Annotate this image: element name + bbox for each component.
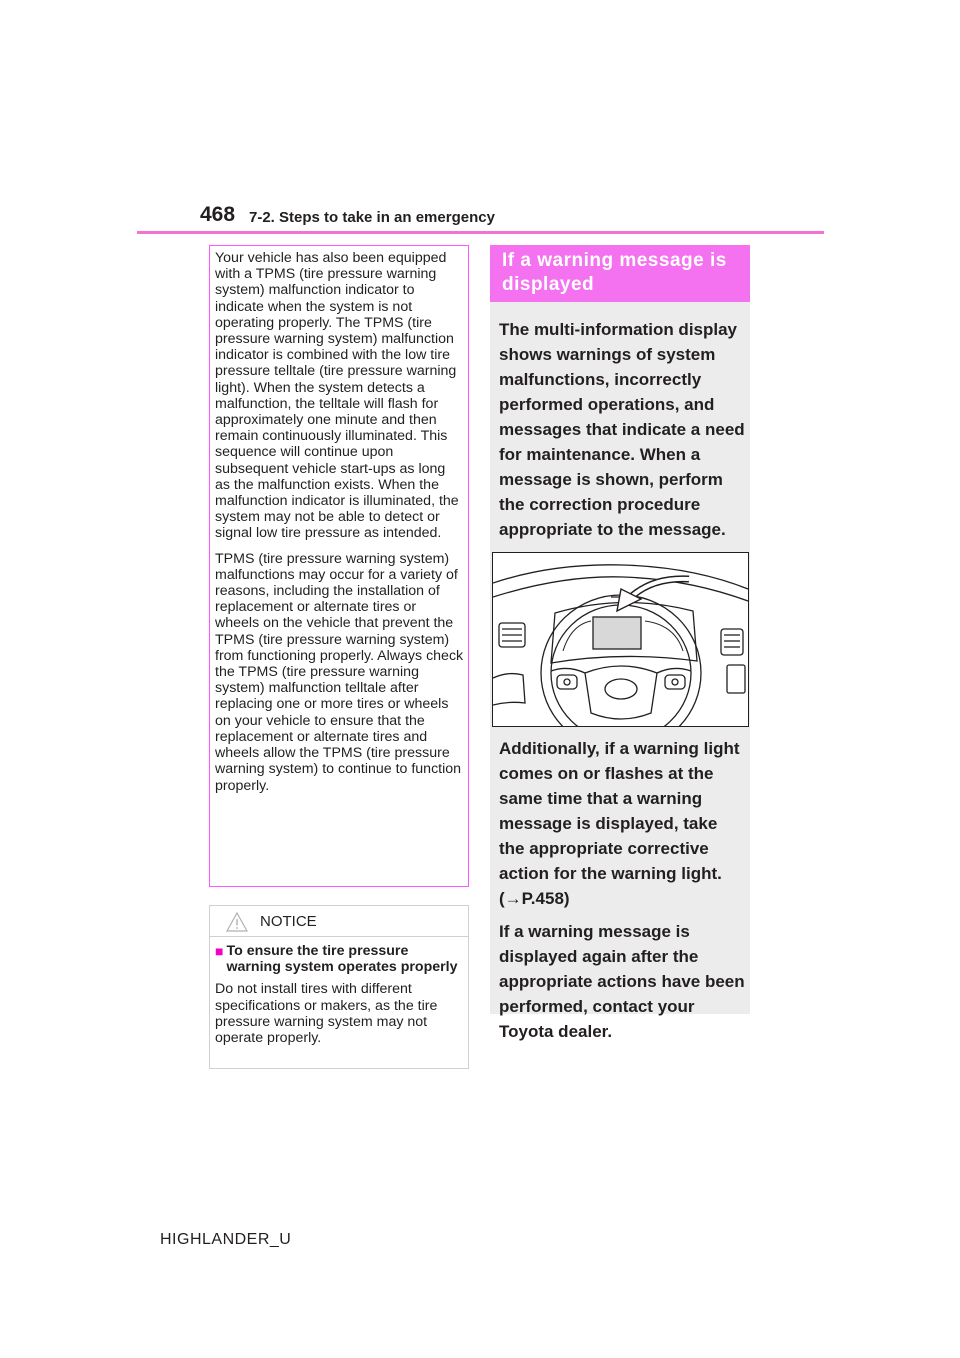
warning-intro-block [499, 317, 747, 550]
page-header [0, 0, 960, 240]
warning-additional: Additionally, if a warning light comes on or flashes at the same time that a warning message is displayed, take the appropriate corrective action for the warning light. (→P.458) [499, 739, 740, 908]
warning-again: If a warning message is displayed again after the appropriate actions have been performed, contact your Toyota dealer. [499, 922, 745, 1041]
warning-followup-block [499, 736, 747, 1052]
notice-label: NOTICE [260, 913, 317, 930]
notice-bullet-title: To ensure the tire pressure warning system operates properly [226, 943, 458, 976]
notice-header [210, 906, 468, 937]
notice-bullet [215, 943, 463, 975]
steering-wheel-display-image [493, 553, 748, 726]
warning-triangle-icon [226, 912, 248, 932]
tpms-paragraph-1: Your vehicle has also been equipped with a TPMS (tire pressure warning system) malfunction indicator to indicate when the system is not operating properly. The TPMS (tire pressure warning system) malfunction indicator is combined with the low tire pressure telltale (tire pressure warning light). When the system detects a malfunction, the telltale will flash for approximately one minute and then remain continuously illuminated. This sequence will continue upon subsequent vehicle start-ups as long as the malfunction exists. When the malfunction indicator is illuminated, the system may not be able to detect or signal low tire pressure as intended. [215, 250, 459, 542]
bullet-square-icon: ■ [215, 943, 224, 959]
tpms-info-box [209, 245, 469, 887]
tpms-paragraph-2: TPMS (tire pressure warning system) malfunctions may occur for a variety of reasons, including the installation of replacement or alternate tires or wheels on the vehicle that prevent the TPMS (tire pressure warning system) from functioning properly. Always check the TPMS (tire pressure warning system) malfunction telltale after replacing one or more tires or wheels on your vehicle to ensure that the replacement or alternate tires and wheels allow the TPMS (tire pressure warning system) to continue to function properly. [215, 550, 464, 794]
warning-heading: If a warning message is displayed [490, 245, 750, 302]
section-title: 7-2. Steps to take in an emergency [249, 209, 495, 226]
dashboard-illustration [492, 552, 749, 727]
page-number: 468 [200, 203, 236, 226]
model-code: HIGHLANDER_U [160, 1231, 292, 1248]
warning-intro: The multi-information display shows warnings of system malfunctions, incorrectly performed operations, and messages that indicate a need for maintenance. When a message is shown, perform the correction procedure appropriate to the message. [499, 320, 745, 539]
notice-text: Do not install tires with different specifications or makers, as the tire pressure warning system may not operate properly. [215, 981, 438, 1047]
notice-body [210, 937, 468, 1046]
header-rule [137, 231, 824, 234]
notice-box [209, 905, 469, 1069]
